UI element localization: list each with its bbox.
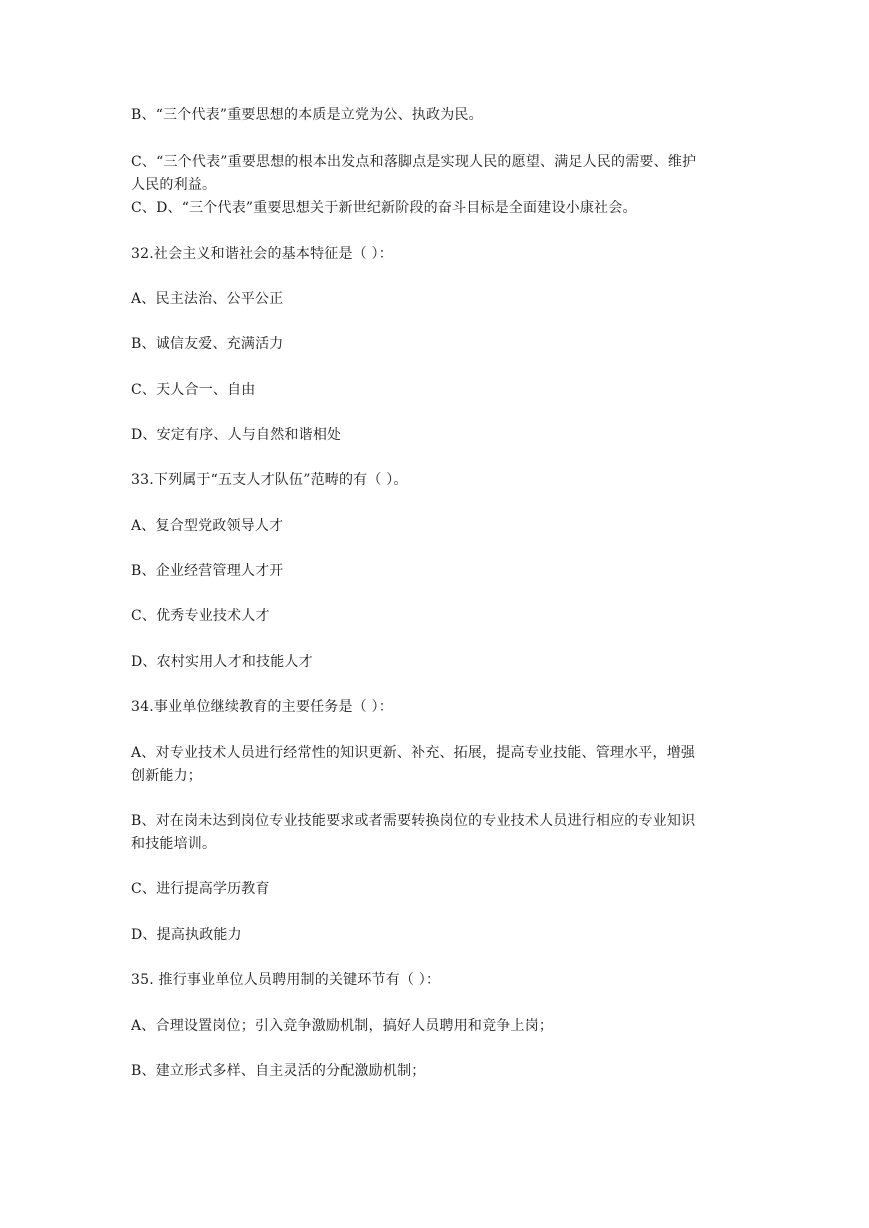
question-34: 34.事业单位继续教育的主要任务是（ ）： xyxy=(131,699,393,715)
option-d-q33: D、农村实用人才和技能人才 xyxy=(131,654,313,670)
option-a-q34-line2: 创新能力； xyxy=(131,768,202,784)
option-a-q33: A、复合型党政领导人才 xyxy=(131,518,284,534)
question-32: 32.社会主义和谐社会的基本特征是（ ）： xyxy=(131,246,393,262)
option-a-q32: A、民主法治、公平公正 xyxy=(131,291,284,307)
option-b-q31: B、“三个代表”重要思想的本质是立党为公、执政为民。 xyxy=(131,107,483,123)
option-d-q32: D、安定有序、人与自然和谐相处 xyxy=(131,427,342,443)
option-b-q34-line1: B、对在岗未达到岗位专业技能要求或者需要转换岗位的专业技术人员进行相应的专业知识 xyxy=(131,813,696,829)
option-b-q34-line2: 和技能培训。 xyxy=(131,836,217,852)
question-35: 35. 推行事业单位人员聘用制的关键环节有（ ）： xyxy=(131,972,441,988)
option-b-q33: B、企业经营管理人才开 xyxy=(131,563,284,579)
option-c-q31-line1: C、“三个代表”重要思想的根本出发点和落脚点是实现人民的愿望、满足人民的需要、维护 xyxy=(131,154,697,170)
option-c-q32: C、天人合一、自由 xyxy=(131,382,256,398)
option-b-q32: B、诚信友爱、充满活力 xyxy=(131,336,284,352)
option-a-q34-line1: A、对专业技术人员进行经常性的知识更新、补充、拓展，提高专业技能、管理水平，增强 xyxy=(131,745,696,761)
question-33: 33.下列属于“五支人才队伍”范畴的有（ ）。 xyxy=(131,472,408,488)
option-c-q33: C、优秀专业技术人才 xyxy=(131,608,270,624)
option-b-q35: B、建立形式多样、自主灵活的分配激励机制； xyxy=(131,1063,426,1079)
option-d-q34: D、提高执政能力 xyxy=(131,927,242,943)
option-d-q31: C、D、“三个代表”重要思想关于新世纪新阶段的奋斗目标是全面建设小康社会。 xyxy=(131,200,637,216)
option-c-q31-line2: 人民的利益。 xyxy=(131,177,217,193)
option-a-q35: A、合理设置岗位；引入竞争激励机制，搞好人员聘用和竞争上岗； xyxy=(131,1018,554,1034)
option-c-q34: C、进行提高学历教育 xyxy=(131,881,270,897)
